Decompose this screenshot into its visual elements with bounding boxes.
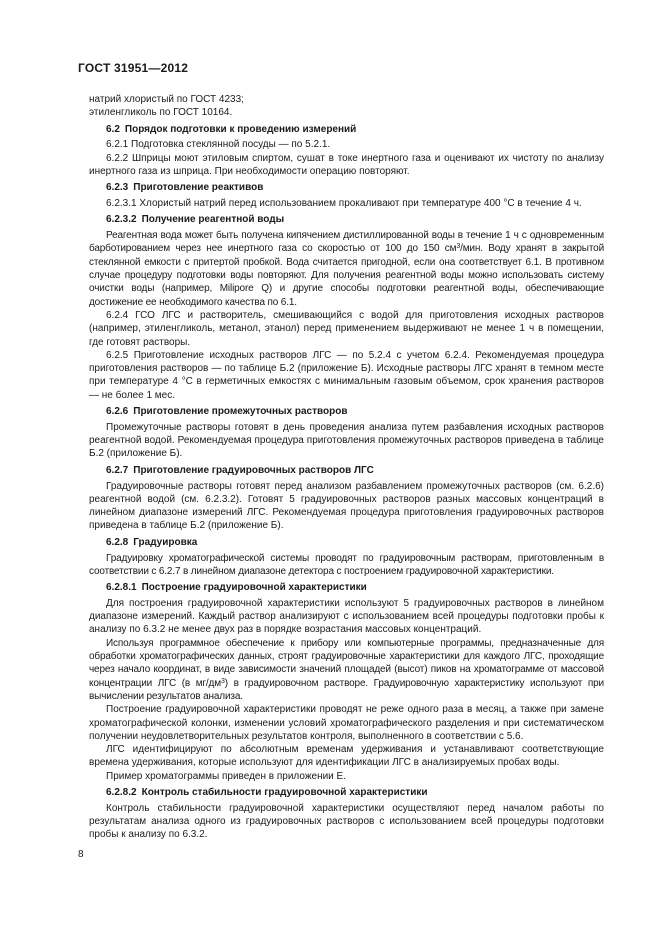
paragraph-6-2-1: 6.2.1 Подготовка стеклянной посуды — по 5.2.1. (106, 139, 331, 151)
paragraph-6-2-8: Градуировку хроматографической системы проводят по градуировочным растворам, приготовленным в соответствии с 6.2.7 в линейном диапазоне детектора с построением градуировочной характеристики. (89, 552, 604, 577)
page-number: 8 (78, 849, 84, 860)
text-part: Реагентная вода может быть получена кипячением дистиллированной воды в течение 1 ч с одновременным барботированием через нее инертного газа со скоростью от 100 до 150 см (89, 230, 604, 255)
paragraph-6-2-3-1: 6.2.3.1 Хлористый натрий перед использованием прокаливают при температуре 400 °С в течение 4 ч. (106, 198, 582, 210)
superscript: 3 (220, 677, 225, 685)
paragraph-6-2-8-2: Контроль стабильности градуировочной характеристики осуществляют перед началом работы по результатам анализа одного из градуировочных растворов с использованием всей процедуры подготовки пробы к анализу по 6.3.2. (89, 802, 604, 841)
paragraph-6-2-4: 6.2.4 ГСО ЛГС и растворитель, смешивающийся с водой для приготовления исходных растворов (например, этиленгликоль, метанол, этанол) перед применением выдерживают не менее 1 ч в помещении, где готовят растворы. (89, 309, 604, 348)
section-heading-6-2-6 (89, 405, 604, 418)
section-heading-6-2-8 (89, 536, 604, 549)
paragraph-reagent-water (89, 229, 604, 309)
section-title: Получение реагентной воды (141, 214, 285, 226)
section-title: Приготовление реактивов (133, 182, 264, 194)
text-part: ) в градуировочном растворе. Градуировочную характеристику используют при вычислении результатов анализа. (89, 677, 604, 702)
section-title: Приготовление промежуточных растворов (133, 406, 348, 418)
section-number: 6.2.3 (106, 182, 129, 194)
section-number: 6.2 (106, 123, 120, 135)
paragraph-6-2-8-1-b (89, 637, 604, 703)
section-title: Контроль стабильности градуировочной характеристики (141, 787, 428, 799)
section-heading-6-2-8-1 (89, 581, 604, 594)
paragraph-6-2-8-1-a: Для построения градуировочной характеристики используют 5 градуировочных растворов в линейном диапазоне измерений. Каждый раствор анализируют с использованием всей процедуры подготовки пробы к анализу по 6.3.2 не менее двух раз в порядке возрастания массовых концентраций. (89, 597, 604, 636)
intro-line-1: натрий хлористый по ГОСТ 4233; (89, 94, 244, 105)
section-number: 6.2.8.2 (106, 787, 137, 799)
paragraph-6-2-2: 6.2.2 Шприцы моют этиловым спиртом, сушат в токе инертного газа и оценивают их чистоту по анализу инертного газа из шприца. При необходимости операцию повторяют. (89, 152, 604, 177)
section-heading-6-2-3 (89, 181, 604, 194)
section-number: 6.2.6 (106, 406, 129, 418)
paragraph-6-2-8-1-e: Пример хроматограммы приведен в приложении Е. (106, 770, 346, 782)
text-part: Используя программное обеспечение к прибору или компьютерные программы, предназначенные для обработки хроматографических данных, строят градуировочные характеристики для каждого ЛГС, проходящие через начало координат, в виде зависимости значений площадей (высот) пиков на хроматограмме от массовой концентрации ЛГС (в мг/дм (89, 637, 604, 689)
section-heading-6-2-7 (89, 464, 604, 477)
paragraph-6-2-7: Градуировочные растворы готовят перед анализом разбавлением промежуточных растворов (см. 6.2.6) реагентной водой (см. 6.2.3.2). Готовят 5 градуировочных растворов разных массовых концентраций в линейном диапазоне измерений ЛГС. Рекомендуемая процедура приготовления градуировочных растворов приведена в таблице Б.2 (приложение Б). (89, 480, 604, 532)
section-number: 6.2.3.2 (106, 214, 137, 226)
text-part: /мин. Воду хранят в закрытой стеклянной емкости с притертой пробкой. Вода считается пригодной, если она соответствует 6.1. В противном случае процедуру подготовки воды повторяют. Для получения реагентной воды можно использовать систему очистки воды (например, Milipore Q) и другие способы подготовки реагентной воды, обеспечивающие достижение ее необходимого качества по 6.1. (89, 243, 605, 308)
section-title: Градуировка (133, 536, 198, 548)
superscript: 3 (456, 243, 461, 251)
paragraph-6-2-8-1-d: ЛГС идентифицируют по абсолютным временам удерживания и устанавливают соответствующие времена удерживания, которые используют для идентификации ЛГС в анализируемых пробах воды. (89, 744, 604, 769)
section-title: Порядок подготовки к проведению измерений (124, 123, 357, 135)
paragraph-6-2-6: Промежуточные растворы готовят в день проведения анализа путем разбавления исходных растворов реагентной водой. Рекомендуемая процедура приготовления промежуточных растворов приведена в таблице Б.2 (приложение Б). (89, 421, 604, 460)
section-number: 6.2.8.1 (106, 582, 137, 594)
section-heading-6-2 (89, 123, 604, 136)
section-title: Приготовление градуировочных растворов ЛГС (133, 464, 374, 476)
paragraph-6-2-8-1-c: Построение градуировочной характеристики проводят не реже одного раза в месяц, а также при замене хроматографической колонки, изменении условий хроматографического разделения и при систематическом получении неудовлетворительных результатов контроля, выполненного в соответствии с 5.6. (89, 704, 604, 742)
section-heading-6-2-3-2 (89, 213, 604, 226)
paragraph-6-2-5: 6.2.5 Приготовление исходных растворов ЛГС — по 5.2.4 с учетом 6.2.4. Рекомендуемая процедура приготовления растворов — по таблице Б.2 (приложение Б). Исходные растворы ЛГС хранят в темном месте при температуре 4 °С в герметичных емкостях с минимальным газовым объемом, срок хранения растворов — не более 1 мес. (89, 349, 604, 401)
document-header: ГОСТ 31951—2012 (78, 61, 189, 75)
document-body (89, 93, 604, 842)
section-number: 6.2.7 (106, 464, 129, 476)
intro-line-2: этиленгликоль по ГОСТ 10164. (89, 107, 233, 119)
section-heading-6-2-8-2 (89, 786, 604, 799)
section-number: 6.2.8 (106, 536, 129, 548)
section-title: Построение градуировочной характеристики (141, 582, 367, 594)
